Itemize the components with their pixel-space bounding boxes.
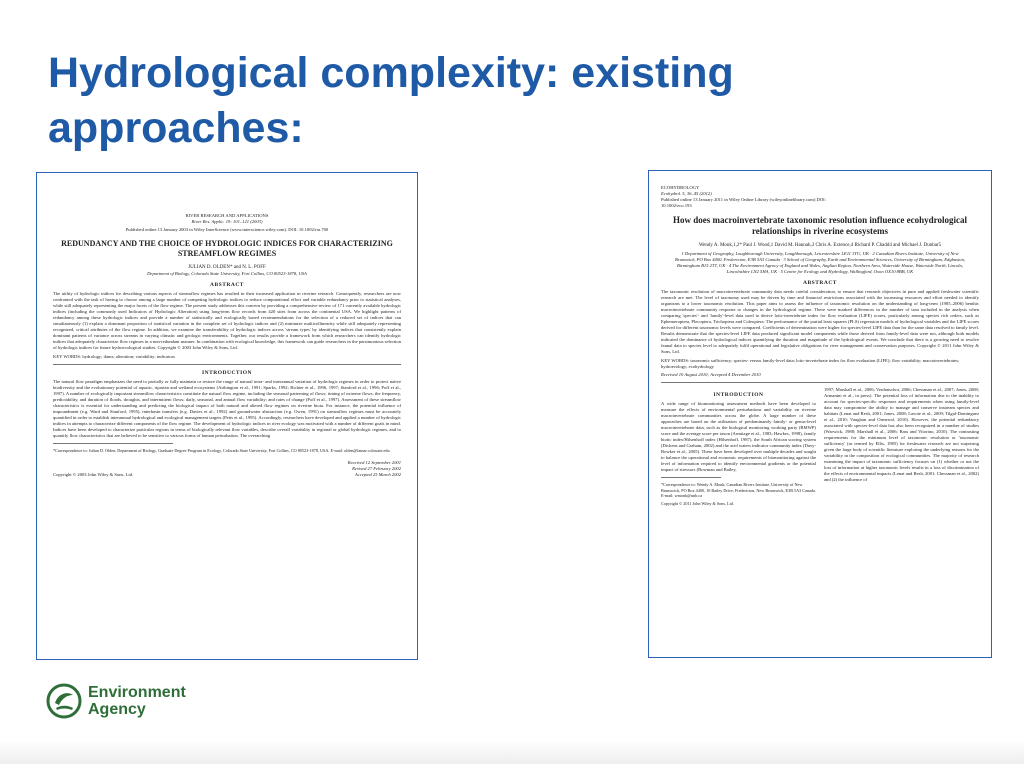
journal-citation: River Res. Applic. 19: 101–121 (2003): [191, 219, 263, 224]
copyright: Copyright © 2003 John Wiley & Sons, Ltd.: [53, 471, 134, 477]
abstract-text: The taxonomic resolution of macroinvertebrate community data needs careful consideration, to ensure that research objectives in pure and applied freshwater scientific research are met. The level of taxonomy used may be driven by time and financial restrictions associated with the increasing resources and effort needed to identify organisms to a lower taxonomic resolution. This paper aims to assess the influence of taxonomic resolution on the understanding of long-term (1985–2006) benthic macroinvertebrate community response to changes in the hydrological regime. There were marked differences in the number of taxa included in the analysis when comparing 'species'- and 'family'-level data used to derive lotic-invertebrate index for flow evaluation (LIFE) scores, particularly among species rich orders, such as Ephemeroptera, Plecoptera, Trichoptera and Coleoptera. The performance of the partial least squares (PLS) regression models of hydrological variables and the LIFE scores derived for different taxonomic levels were compared. Coefficients of determination were higher for species-level LIFE data than for the same data resolved to family level. Results demonstrate that the species-level LIFE data produced significant model components while those derived from family-level data were not, although both models indicated the dominance of hydrological indices quantifying the duration and magnitude of the hydrological events. We conclude that there is a growing need to resolve faunal data to species level to adequately fulfil operational and legislative obligations for river management and conservation purposes. Copyright © 2011 John Wiley & Sons, Ltd.: [661, 289, 979, 355]
divider: [53, 364, 401, 365]
footnote-divider: [53, 443, 173, 444]
divider: [661, 382, 979, 383]
publication-info: Published online 13 January 2003 in Wiley InterScience (www.interscience.wiley.com). DOI: 10.1002/rra.700: [125, 227, 329, 232]
publication-info: Published online 13 January 2011 in Wiley Online Library (wileyonlinelibrary.com) DOI: 10.1002/eco.193: [661, 197, 826, 208]
abstract-heading: ABSTRACT: [803, 280, 837, 287]
correspondence-footnote: *Correspondence to: Wendy A. Monk, Canadian Rivers Institute, University of New Brunswick, PO Box 4400, 10 Bailey Drive, Fredericton, New Brunswick, E3B 5A3 Canada. E-mail: wmonk@unb.ca: [661, 482, 816, 498]
correspondence-footnote: *Correspondence to: Julian D. Olden, Department of Biology, Graduate Degree Program in Ecology, Colorado State University, Fort Collins, CO 80523-1878, USA. E-mail: olden@lamar.colostate.edu: [53, 448, 390, 454]
received-date: Received 12 September 2001: [347, 459, 401, 465]
environment-agency-emblem-icon: [46, 683, 82, 719]
footnote-divider: [661, 477, 721, 478]
abstract-heading: ABSTRACT: [210, 282, 244, 289]
introduction-heading: INTRODUCTION: [201, 370, 252, 377]
abstract-text: The utility of hydrologic indices for describing various aspects of streamflow regimes has resulted in their increased application in riverine research. Consequently, researchers are now confronted with the task of having to choose among a large number of competing hydrologic indices to reduce computational effort and variable redundancy prior to statistical analyses, while still adequately representing the major facets of the flow regime. The present study addresses this concern by providing a comprehensive review of 171 currently available hydrologic indices (including the commonly used Indicators of Hydrologic Alteration) using long-term flow records from 420 sites from across the continental USA. We highlight patterns of redundancy among these hydrologic indices and provide a number of statistically and ecologically based recommendations for the selection of a reduced set of indices that can simultaneously (1) explain a dominant proportion of statistical variation in the complete set of hydrologic indices and (2) minimize multicollinearity while still adequately representing recognized, critical attributes of the flow regime. In addition, we examine the transferability of hydrologic indices across 'stream types' by identifying indices that consistently explain dominant patterns of variance across streams in varying climatic and geologic environments. Together, our results provide a framework from which researchers can identify hydrologic indices that adequately characterize flow regimes in a non-redundant manner. In combination with ecological knowledge, this framework can guide researchers in the parsimonious selection of hydrologic indices for future hydroecological studies. Copyright © 2003 John Wiley & Sons, Ltd.: [53, 291, 401, 351]
introduction-text-left: A wide range of biomonitoring assessment methods have been developed to measure the effects of environmental perturbations and variability on riverine macroinvertebrate communities across the globe. A large number of these approaches are based on the utilization of predominantly family- or genus-level macroinvertebrate data, such as the biological monitoring working party (BMWP) score and the average score per taxon (Armitage et al., 1983; Hawkes, 1998), family biotic index/Hilsenhoff index (Hilsenhoff, 1987), the South African scoring system (Dickens and Graham, 2002) and the acid waters indicator community index (Davy-Bowker et al., 2005). These have been developed over multiple decades and sought to balance the operational and economic requirements of biomonitoring against the level of information required to identify environmental gradients or the potential impact of stressors (Bowman and Bailey,: [661, 401, 816, 473]
paper-authors: Wendy A. Monk,1,2* Paul J. Wood,1 David M. Hannah,3 Chris A. Extence,4 Richard P. Chadd4 and Michael J. Dunbar5: [698, 243, 942, 248]
paper-monk-2012: [648, 170, 992, 658]
logo-text-line2: Agency: [88, 701, 146, 718]
environment-agency-logo: [46, 683, 186, 719]
introduction-text: The natural flow paradigm emphasizes the need to partially or fully maintain or restore the range of natural intra- and interannual variation of hydrologic regimes in order to protect native biodiversity and the evolutionary potential of aquatic, riparian and wetland ecosystems (Arthington et al., 1991; Sparks, 1992; Richter et al., 1996, 1997; Stanford et al., 1996; Poff et al., 1997). A number of ecologically important streamflow characteristics constitute the natural flow regime, including the seasonal patterning of flows; timing of extreme flows; the frequency, predictability, and duration of floods, droughts, and intermittent flows; daily, seasonal, and annual flow variability; and rates of change (Poff et al., 1997). Assessment of these streamflow characteristics is essential for understanding and predicting the biological impact of both natural and altered flow regimes on riverine biota. For instance, the potential influence of impoundment (e.g. Ward and Stanford, 1995), interbasin transfers (e.g. Davies et al., 1992) and groundwater abstraction (e.g. Owen, 1991) on streamflow regimes must be accurately quantified in order to establish interannual hydrological and ecological management targets (Petts et al., 1995). Accordingly, researchers have developed and applied a number of hydrologic indices in attempts to characterize different components of the flow regime. The development of hydrologic indices in river ecology was motivated with a number of different goals in mind. Indices have been developed to characterize particular regions in terms of biologically relevant flow variables, describe overall variability in regional or global hydrologic regimes, and to quantify flow characteristics that are believed to be sensitive to various forms of human perturbation. The overarching: [53, 379, 401, 439]
paper-title: REDUNDANCY AND THE CHOICE OF HYDROLOGIC INDICES FOR CHARACTERIZING STREAMFLOW REGIMES: [61, 239, 393, 258]
journal-name: ECOHYDROLOGY: [661, 185, 700, 190]
keywords: KEY WORDS: hydrology; dams; alteration; variability; indicators: [53, 354, 175, 360]
paper-olden-poff-2003: [36, 172, 418, 660]
logo-text-line1: Environment: [88, 684, 186, 701]
footer-band: [0, 740, 1024, 764]
journal-citation: Ecohydrol. 5, 36–45 (2012): [661, 191, 712, 196]
paper-authors: JULIAN D. OLDEN* and N. L. POFF: [188, 265, 266, 270]
accepted-date: Accepted 25 March 2002: [354, 471, 401, 477]
introduction-heading: INTRODUCTION: [713, 392, 764, 399]
revised-date: Revised 27 February 2002: [352, 465, 401, 471]
introduction-text-right: 1997; Marshall et al., 2006; Verdonschot, 2006; Chessman et al., 2007; Jones, 2008; Armanini et al., in press). The potential loss of information due to the inability to account for species-specific responses and requirements when using family-level data may compromise the ability to manage and conserve instream species and habitats (Lenat and Resh, 2001; Jones, 2008; Lavoie et al., 2009; Tilgal-Dominguez et al., 2010; Vaughan and Ormerod, 2010). However, the potential redundancy associated with species-level data has also been recognized in a number of studies (Warwick, 1988; Marshall et al., 2006; Bass and Vitorino, 2010). The contrasting requirements for the minimum level of taxonomic resolution or 'taxonomic sufficiency' (as termed by Ellis, 1985) for freshwater research are not surprising given the large body of scientific literature exploring the underlying reasons for the variability in the composition of ecological communities. The majority of research examining the impact of taxonomic sufficiency focuses on (1) whether or not the loss of information at higher taxonomic levels results in a loss of discrimination of the effects of environmental impacts (Lenat and Resh, 2001; Chessman et al., 2002) and (2) the influence of: [824, 387, 979, 483]
paper-title: How does macroinvertebrate taxonomic resolution influence ecohydrological relationships in riverine ecosystems: [673, 215, 967, 236]
journal-name: RIVER RESEARCH AND APPLICATIONS: [185, 213, 269, 218]
paper-affiliation: Department of Biology, Colorado State University, Fort Collins, CO 80523-1878, USA: [147, 271, 307, 277]
slide-title: Hydrological complexity: existing approaches:: [48, 49, 734, 152]
keywords: KEY WORDS: taxonomic sufficiency; species- versus family-level data; lotic-invertebrate index for flow evaluation (LIFE); flow variability; macroinvertebrates; hydroecology; ecohydrology: [661, 358, 960, 370]
paper-affiliations: 1 Department of Geography, Loughborough University, Loughborough, Leicestershire LE11 3TU, UK · 2 Canadian Rivers Institute, University of New Brunswick, PO Box 4400, Fredericton, E3B 5A3 Canada · 3 School of Geography, Earth and Environmental Sciences, University of Birmingham, Edgbaston, Birmingham B15 2TT, UK · 4 The Environment Agency of England and Wales, Anglian Region, Northern Area, Waterside House, Waterside North, Lincoln, Lincolnshire LN2 5HA, UK · 5 Centre for Ecology and Hydrology, Wallingford, Oxon OX10 8BB, UK: [674, 251, 966, 275]
received-accepted-dates: Received 10 August 2010; Accepted 4 December 2010: [661, 372, 761, 378]
copyright: Copyright © 2011 John Wiley & Sons, Ltd.: [661, 501, 734, 507]
